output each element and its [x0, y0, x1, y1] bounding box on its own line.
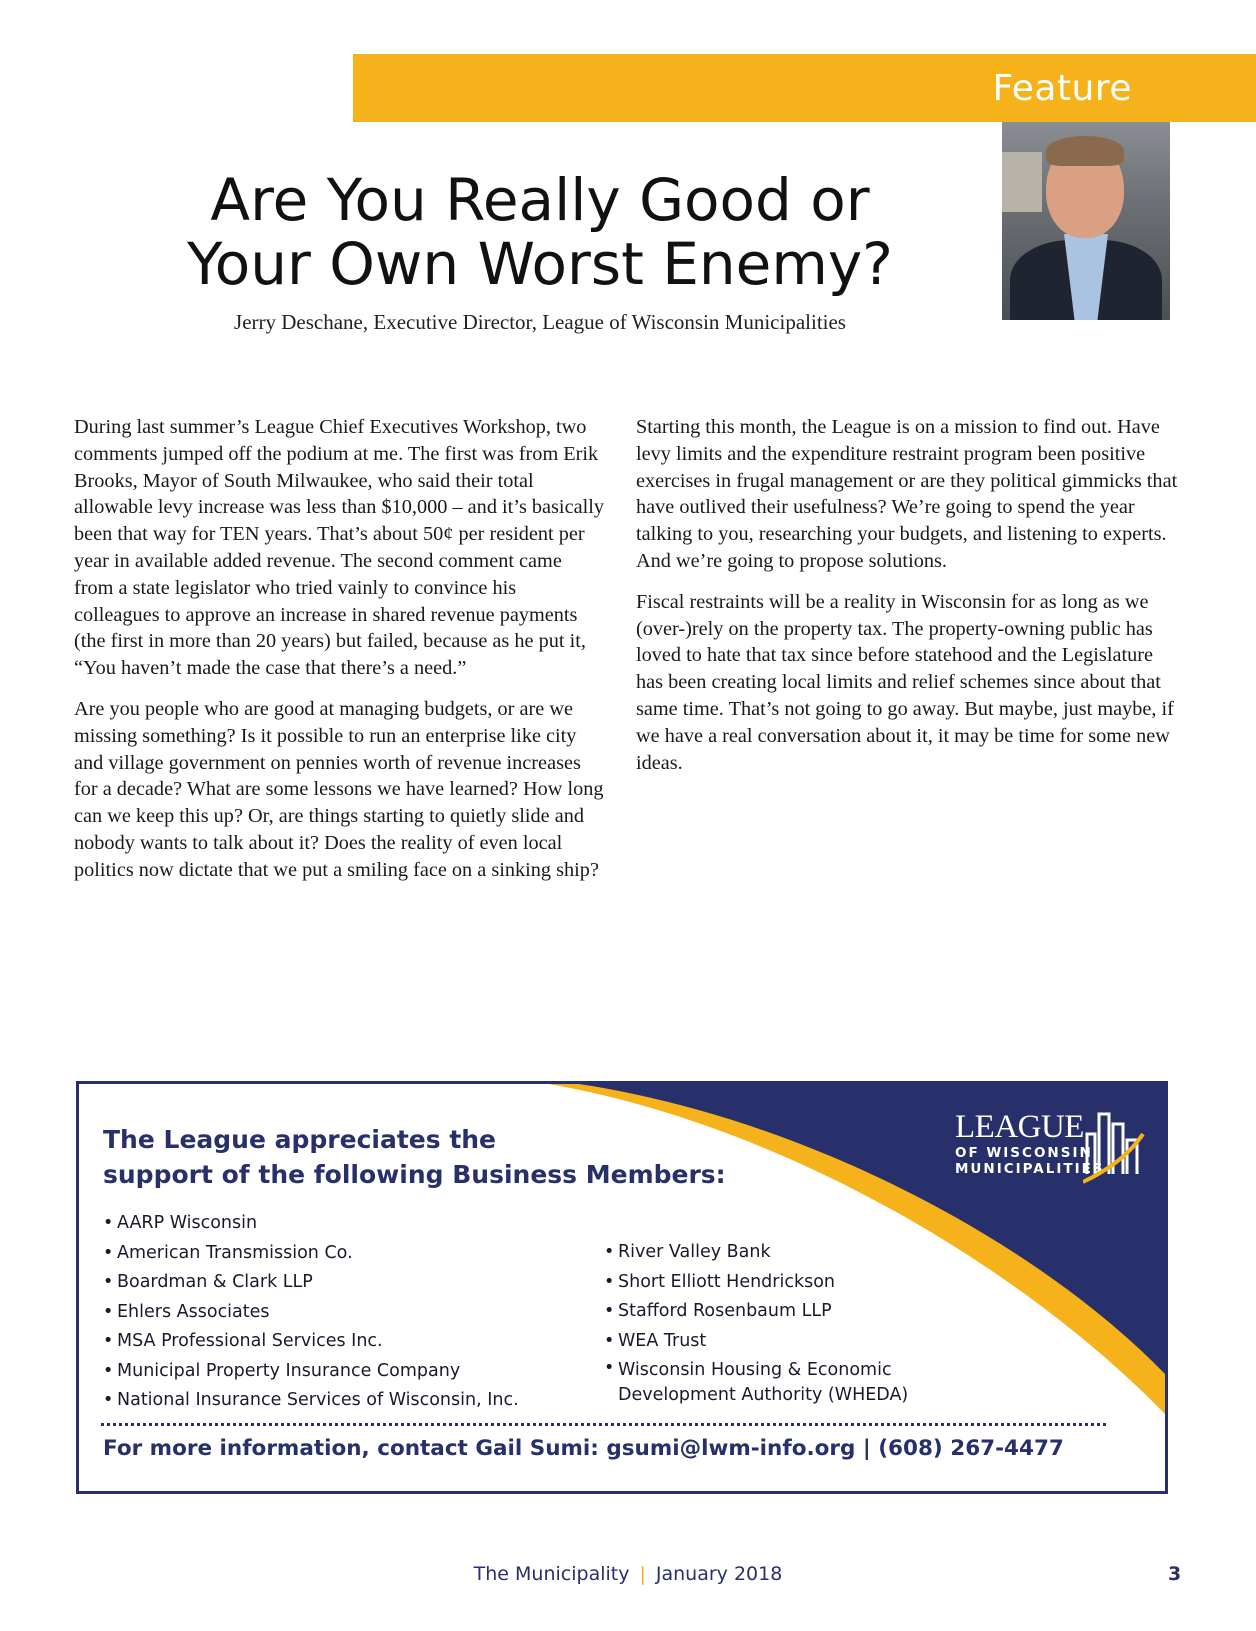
footer-separator: |	[639, 1563, 646, 1585]
list-item: • Ehlers Associates	[103, 1298, 623, 1328]
ad-heading-line-2: support of the following Business Members:	[103, 1160, 726, 1189]
article-byline: Jerry Deschane, Executive Director, League of Wisconsin Municipalities	[234, 310, 846, 334]
list-item: • River Valley Bank	[604, 1238, 944, 1268]
list-item: • Boardman & Clark LLP	[103, 1268, 623, 1298]
list-item: • Wisconsin Housing & Economic Development Authority (WHEDA)	[604, 1356, 944, 1408]
list-item: • Short Elliott Hendrickson	[604, 1268, 944, 1298]
contact-info: For more information, contact Gail Sumi: gsumi@lwm-info.org | (608) 267-4477	[103, 1436, 1064, 1461]
city-skyline-icon	[1083, 1104, 1145, 1184]
business-members-ad	[76, 1081, 1168, 1494]
ad-heading-line-1: The League appreciates the	[103, 1125, 497, 1154]
members-list-left	[103, 1209, 623, 1416]
logo-line-2: MUNICIPALITIES	[955, 1161, 1105, 1177]
page-number: 3	[1168, 1563, 1182, 1585]
article-paragraph: Fiscal restraints will be a reality in Wisconsin for as long as we (over-)rely on the property tax. The property-owning public has loved to hate that tax since before statehood and the Legislature has been creating local limits and relief schemes since about that same time. That’s not going to go away. But maybe, just maybe, if we have a real conversation about it, it may be time for some new ideas.	[636, 590, 1174, 774]
section-label: Feature	[992, 68, 1132, 109]
article-column-right	[636, 414, 1181, 790]
ad-heading	[103, 1122, 726, 1192]
league-logo	[955, 1104, 1145, 1194]
list-item: • MSA Professional Services Inc.	[103, 1327, 623, 1357]
logo-wordmark: LEAGUE	[955, 1109, 1084, 1145]
page-footer	[0, 1563, 1256, 1585]
list-item: • WEA Trust	[604, 1327, 944, 1357]
article-column-left	[74, 414, 604, 898]
article-title-line-2: Your Own Worst Enemy?	[187, 230, 893, 298]
article-title	[150, 168, 930, 296]
members-list-right	[604, 1238, 944, 1408]
logo-line-1: OF WISCONSIN	[955, 1145, 1093, 1161]
issue-date: January 2018	[655, 1563, 783, 1585]
dotted-divider	[101, 1423, 1106, 1426]
list-item: • AARP Wisconsin	[103, 1209, 623, 1239]
list-item: • National Insurance Services of Wisconsin, Inc.	[103, 1386, 623, 1416]
list-item: • Municipal Property Insurance Company	[103, 1357, 623, 1387]
author-photo	[1002, 122, 1170, 320]
section-banner	[353, 54, 1256, 122]
list-item: • American Transmission Co.	[103, 1239, 623, 1269]
article-paragraph: During last summer’s League Chief Executives Workshop, two comments jumped off the podium at me. The first was from Erik Brooks, Mayor of South Milwaukee, who said their total allowable levy increase was less than $10,000 – and it’s basically been that way for TEN years. That’s about 50¢ per resident per year in available added revenue. The second comment came from a state legislator who tried vainly to convince his colleagues to approve an increase in shared revenue payments (the first in more than 20 years) but failed, because as he put it, “You haven’t made the case that there’s a need.”	[74, 416, 604, 680]
article-paragraph: Are you people who are good at managing budgets, or are we missing something? Is it possible to run an enterprise like city and village government on pennies worth of revenue increases for a decade? What are some lessons we have learned? How long can we keep this up? Or, are things starting to quietly slide and nobody wants to talk about it? Does the reality of even local politics now dictate that we put a smiling face on a sinking ship?	[74, 697, 604, 881]
list-item: • Stafford Rosenbaum LLP	[604, 1297, 944, 1327]
publication-name: The Municipality	[473, 1563, 630, 1585]
article-paragraph: Starting this month, the League is on a mission to find out. Have levy limits and the expenditure restraint program been positive exercises in frugal management or are they political gimmicks that have outlived their usefulness? We’re going to spend the year talking to you, researching your budgets, and listening to experts. And we’re going to propose solutions.	[636, 416, 1178, 572]
article-title-line-1: Are You Really Good or	[210, 166, 870, 234]
